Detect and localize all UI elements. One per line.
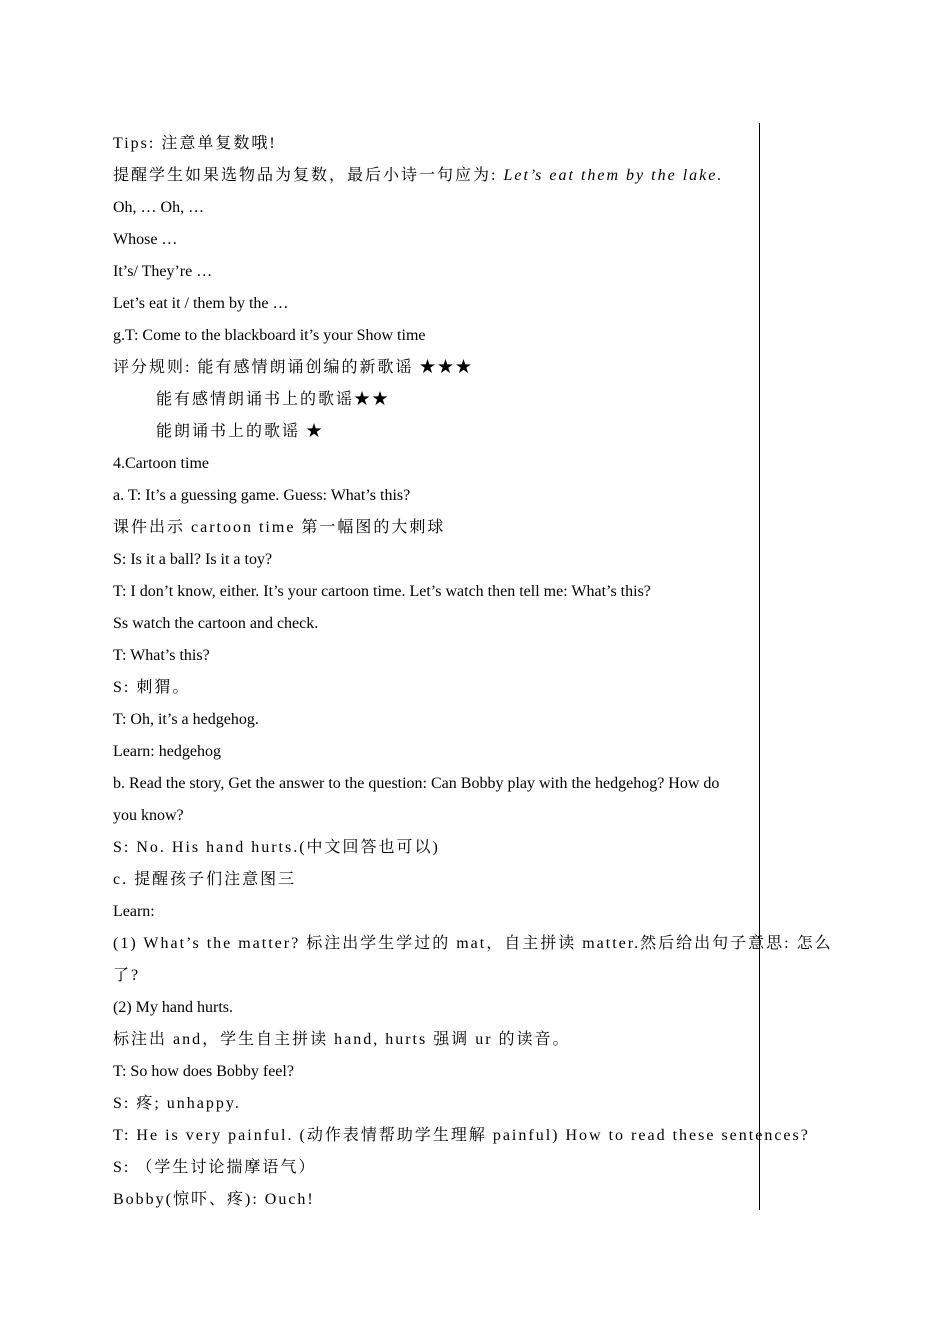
line-text: T: So how does Bobby feel? — [113, 1063, 294, 1080]
text-line — [113, 384, 753, 416]
text-line — [113, 1152, 753, 1184]
line-text: Bobby(惊吓、疼): Ouch! — [113, 1191, 315, 1208]
text-line — [113, 1120, 810, 1152]
line-text: 能朗诵书上的歌谣 ★ — [156, 423, 325, 440]
text-line — [113, 544, 753, 576]
line-text: 提醒学生如果选物品为复数，最后小诗一句应为: — [113, 167, 504, 184]
line-text: g.T: Come to the blackboard it’s your Show time — [113, 327, 426, 344]
line-text: T: He is very painful. (动作表情帮助学生理解 painful) How to read these sentences? — [113, 1127, 810, 1144]
text-line — [113, 1056, 753, 1088]
line-text: Let’s eat it / them by the … — [113, 295, 289, 312]
text-line — [113, 960, 753, 992]
line-text: S: 刺猬。 — [113, 679, 191, 696]
lesson-plan-text — [113, 128, 833, 1216]
text-line — [113, 224, 753, 256]
line-text: S: No. His hand hurts.(中文回答也可以) — [113, 839, 440, 856]
line-text: 4.Cartoon time — [113, 455, 209, 472]
italic-sentence: Let’s eat them by the lake. — [503, 167, 724, 184]
text-line — [113, 736, 753, 768]
line-text: T: Oh, it’s a hedgehog. — [113, 711, 259, 728]
line-text: Learn: hedgehog — [113, 743, 221, 760]
text-line — [113, 704, 753, 736]
line-text: (1) What’s the matter? 标注出学生学过的 mat，自主拼读 matter.然后给出句子意思: 怎么 — [113, 935, 833, 952]
line-text: 课件出示 cartoon time 第一幅图的大刺球 — [113, 519, 446, 536]
text-line — [113, 320, 753, 352]
table-right-border — [759, 123, 760, 1210]
text-line — [113, 416, 753, 448]
line-text: Tips: 注意单复数哦! — [113, 135, 277, 152]
line-text: Oh, … Oh, … — [113, 199, 205, 216]
line-text: 了? — [113, 967, 141, 984]
text-line — [113, 1088, 753, 1120]
text-line — [113, 160, 753, 192]
text-line — [113, 832, 753, 864]
text-line — [113, 288, 753, 320]
line-text: 能有感情朗诵书上的歌谣★★ — [156, 391, 391, 408]
text-line — [113, 768, 753, 800]
text-line — [113, 480, 753, 512]
line-text: T: What’s this? — [113, 647, 210, 664]
text-line — [113, 576, 753, 608]
text-line — [113, 800, 753, 832]
line-text: S: Is it a ball? Is it a toy? — [113, 551, 273, 568]
text-line — [113, 928, 833, 960]
text-line — [113, 640, 753, 672]
text-line — [113, 512, 753, 544]
line-text: Learn: — [113, 903, 155, 920]
text-line — [113, 992, 753, 1024]
line-text: T: I don’t know, either. It’s your cartoon time. Let’s watch then tell me: What’s this? — [113, 583, 651, 600]
line-text: 评分规则: 能有感情朗诵创编的新歌谣 ★★★ — [113, 359, 474, 376]
text-line — [113, 256, 753, 288]
line-text: a. T: It’s a guessing game. Guess: What’s this? — [113, 487, 411, 504]
line-text: It’s/ They’re … — [113, 263, 213, 280]
line-text: b. Read the story, Get the answer to the question: Can Bobby play with the hedgehog? How do — [113, 775, 720, 792]
line-text: you know? — [113, 807, 184, 824]
line-text: c. 提醒孩子们注意图三 — [113, 871, 297, 888]
line-text: Ss watch the cartoon and check. — [113, 615, 319, 632]
text-line — [113, 672, 753, 704]
text-line — [113, 448, 753, 480]
line-text: Whose … — [113, 231, 178, 248]
text-line — [113, 608, 753, 640]
line-text: S: 疼; unhappy. — [113, 1095, 241, 1112]
line-text: 标注出 and，学生自主拼读 hand, hurts 强调 ur 的读音。 — [113, 1031, 571, 1048]
line-text: S: （学生讨论揣摩语气） — [113, 1159, 317, 1176]
text-line — [113, 1184, 753, 1216]
text-line — [113, 1024, 753, 1056]
text-line — [113, 864, 753, 896]
line-text: (2) My hand hurts. — [113, 999, 233, 1016]
text-line — [113, 192, 753, 224]
text-line — [113, 128, 753, 160]
text-line — [113, 896, 753, 928]
text-line — [113, 352, 753, 384]
